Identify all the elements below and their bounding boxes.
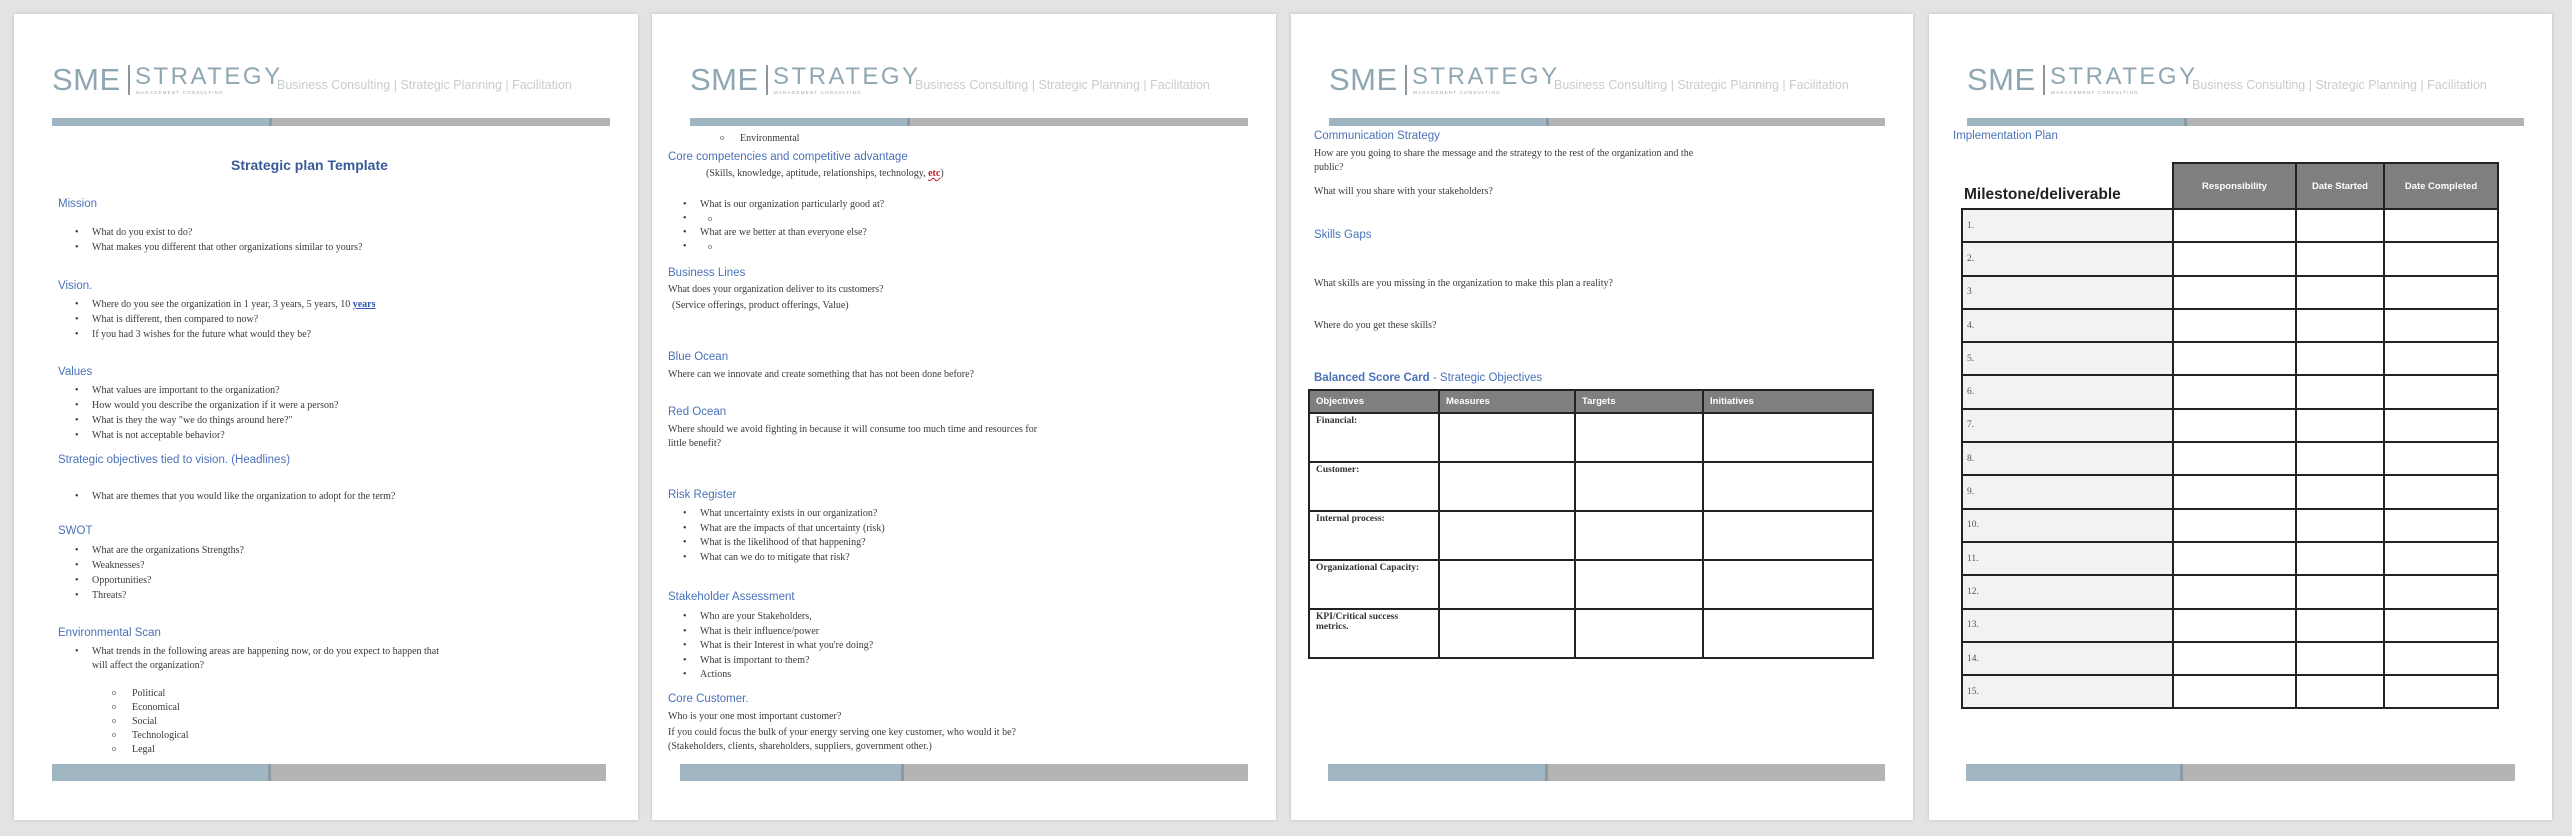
balanced-scorecard-table	[1308, 389, 1874, 659]
document-title: Strategic plan Template	[231, 157, 388, 173]
table-cell[interactable]	[2384, 642, 2498, 675]
table-cell[interactable]	[1575, 511, 1703, 560]
list-item-text: What trends in the following areas are happening now, or do you expect to happen that	[92, 646, 440, 657]
heading-risk-register: Risk Register	[668, 489, 737, 501]
table-row	[1962, 642, 2498, 675]
table-row	[1962, 575, 2498, 608]
table-row	[1309, 413, 1873, 462]
column-header: Measures	[1439, 390, 1575, 413]
logo-divider	[128, 65, 130, 95]
heading-core-competencies: Core competencies and competitive advantage	[668, 151, 908, 163]
table-row	[1962, 375, 2498, 408]
page-header	[1967, 62, 2524, 112]
list-item: • Actions	[680, 668, 873, 683]
milestone-cell[interactable]: 7.	[1962, 409, 2173, 442]
communication-text-2: public?	[1314, 162, 1344, 173]
list-item: • What is their Interest in what you're doing?	[680, 639, 873, 654]
table-cell[interactable]	[2173, 542, 2296, 575]
table-row	[1962, 442, 2498, 475]
milestone-cell[interactable]: 10.	[1962, 509, 2173, 542]
page-header	[690, 62, 1248, 112]
table-row	[1962, 509, 2498, 542]
core-competencies-list	[680, 198, 884, 254]
table-cell[interactable]	[2296, 475, 2384, 508]
table-cell[interactable]	[2384, 276, 2498, 309]
table-row	[1962, 609, 2498, 642]
business-lines-note: (Service offerings, product offerings, Value)	[672, 300, 849, 311]
table-cell[interactable]	[2384, 542, 2498, 575]
list-item: • What can we do to mitigate that risk?	[680, 551, 885, 566]
header-divider-bar	[1329, 118, 1885, 126]
heading-rest-part: - Strategic Objectives	[1429, 372, 1543, 384]
bar-accent	[1966, 764, 2183, 781]
list-item: • What is not acceptable behavior?	[72, 428, 338, 443]
heading-blue-ocean: Blue Ocean	[668, 351, 729, 363]
bar-accent	[52, 764, 271, 781]
milestone-cell[interactable]: 1.	[1962, 209, 2173, 242]
table-cell[interactable]	[1703, 511, 1873, 560]
note-text: (Skills, knowledge, aptitude, relationships, technology,	[706, 168, 929, 179]
list-item: • What is our organization particularly good at?	[680, 198, 884, 212]
heading-core-customer: Core Customer.	[668, 693, 749, 705]
milestone-cell[interactable]: 8.	[1962, 442, 2173, 475]
table-row	[1309, 609, 1873, 658]
header-tagline: Business Consulting | Strategic Planning | Facilitation	[277, 78, 572, 92]
blue-ocean-text: Where can we innovate and create something that has not been done before?	[668, 369, 974, 380]
mission-list	[72, 225, 362, 255]
document-page-4	[1929, 14, 2552, 820]
footer-bar	[680, 764, 1248, 781]
list-item: • If you had 3 wishes for the future what would they be?	[72, 327, 376, 342]
heading-environmental-scan: Environmental Scan	[58, 627, 161, 639]
core-customer-text-1: Who is your one most important customer?	[668, 711, 842, 722]
milestone-cell[interactable]: 3	[1962, 276, 2173, 309]
list-item: • What are the impacts of that uncertainty (risk)	[680, 522, 885, 537]
list-item: • What is different, then compared to now?	[72, 312, 376, 327]
logo-divider	[766, 65, 768, 95]
table-cell[interactable]	[1703, 560, 1873, 609]
core-competencies-note	[706, 167, 944, 181]
logo-strategy: STRATEGY	[2050, 63, 2198, 90]
header-divider-bar	[690, 118, 1248, 126]
communication-text-3: What will you share with your stakeholders?	[1314, 186, 1493, 197]
table-cell[interactable]	[2384, 609, 2498, 642]
logo-subtitle: MANAGEMENT CONSULTING	[136, 90, 224, 95]
list-item: • Threats?	[72, 588, 244, 603]
spellcheck-flag: etc	[928, 168, 941, 179]
red-ocean-text-2: little benefit?	[668, 438, 722, 449]
table-cell[interactable]	[1575, 560, 1703, 609]
header-tagline: Business Consulting | Strategic Planning | Facilitation	[915, 78, 1210, 92]
list-item: • What makes you different that other organizations similar to yours?	[72, 240, 362, 255]
bar-accent	[1967, 118, 2187, 126]
sub-list-item: o Economical	[112, 701, 189, 715]
table-cell[interactable]	[2384, 509, 2498, 542]
list-item: • What are we better at than everyone else?	[680, 226, 884, 240]
environmental-scan-list	[72, 645, 439, 673]
business-lines-text: What does your organization deliver to its customers?	[668, 284, 884, 295]
note-text: )	[940, 168, 944, 179]
list-item-text: will affect the organization?	[92, 660, 205, 671]
table-header-row	[1962, 163, 2498, 209]
header-tagline: Business Consulting | Strategic Planning | Facilitation	[1554, 78, 1849, 92]
table-cell[interactable]	[2173, 242, 2296, 275]
table-cell[interactable]	[2173, 209, 2296, 242]
table-cell[interactable]	[1439, 560, 1575, 609]
bar-accent	[52, 118, 272, 126]
milestone-cell[interactable]: 2.	[1962, 242, 2173, 275]
table-row	[1962, 409, 2498, 442]
table-row	[1309, 511, 1873, 560]
heading-red-ocean: Red Ocean	[668, 406, 727, 418]
swot-list	[72, 543, 244, 603]
vision-list	[72, 297, 376, 342]
row-label: Organizational Capacity:	[1309, 560, 1439, 609]
table-cell[interactable]	[2384, 242, 2498, 275]
table-cell[interactable]	[2296, 442, 2384, 475]
list-item-text: Where do you see the organization in 1 year, 3 years, 5 years, 10	[92, 299, 353, 310]
red-ocean-text-1: Where should we avoid fighting in because it will consume too much time and resources for	[668, 424, 1038, 435]
table-header-row	[1309, 390, 1873, 413]
page-header	[1329, 62, 1885, 112]
logo-sme: SME	[52, 62, 121, 97]
table-cell[interactable]	[2296, 342, 2384, 375]
table-cell[interactable]	[2173, 575, 2296, 608]
table-cell[interactable]	[2173, 409, 2296, 442]
column-header: Initiatives	[1703, 390, 1873, 413]
table-row	[1309, 560, 1873, 609]
heading-swot: SWOT	[58, 525, 93, 537]
strategic-objectives-list	[72, 489, 395, 504]
table-cell[interactable]	[1439, 511, 1575, 560]
table-cell[interactable]	[2296, 242, 2384, 275]
table-cell[interactable]	[2173, 309, 2296, 342]
list-item: • What values are important to the organization?	[72, 383, 338, 398]
heading-vision: Vision.	[58, 280, 93, 292]
table-row	[1962, 342, 2498, 375]
table-cell[interactable]	[1575, 413, 1703, 462]
table-cell[interactable]	[2173, 342, 2296, 375]
table-cell[interactable]	[2384, 442, 2498, 475]
milestone-cell[interactable]: 12.	[1962, 575, 2173, 608]
table-cell[interactable]	[2173, 475, 2296, 508]
list-item: • What do you exist to do?	[72, 225, 362, 240]
table-cell[interactable]	[2296, 509, 2384, 542]
row-label: Internal process:	[1309, 511, 1439, 560]
table-cell[interactable]	[2384, 475, 2498, 508]
heading-strategic-objectives: Strategic objectives tied to vision. (Headlines)	[58, 454, 291, 466]
column-header: Targets	[1575, 390, 1703, 413]
bar-accent	[1328, 764, 1548, 781]
heading-bold-part: Balanced Score Card	[1314, 372, 1430, 384]
table-cell[interactable]	[2296, 542, 2384, 575]
sub-list-item: o Legal	[112, 743, 189, 757]
table-cell[interactable]	[1439, 609, 1575, 658]
footer-bar	[1966, 764, 2515, 781]
header-tagline: Business Consulting | Strategic Planning | Facilitation	[2192, 78, 2487, 92]
list-item: • Who are your Stakeholders,	[680, 610, 873, 625]
bar-accent	[680, 764, 904, 781]
logo-divider	[2043, 65, 2045, 95]
page-header	[52, 62, 610, 112]
milestone-cell[interactable]: 13.	[1962, 609, 2173, 642]
years-link[interactable]: years	[352, 299, 376, 310]
list-item: • What are the organizations Strengths?	[72, 543, 244, 558]
list-item: • Weaknesses?	[72, 558, 244, 573]
milestone-cell[interactable]: 15.	[1962, 675, 2173, 708]
table-cell[interactable]	[2173, 609, 2296, 642]
column-header: Date Completed	[2384, 163, 2498, 209]
table-cell[interactable]	[2173, 442, 2296, 475]
logo-sme: SME	[1329, 62, 1398, 97]
table-cell[interactable]	[1439, 413, 1575, 462]
table-cell[interactable]	[2384, 409, 2498, 442]
heading-mission: Mission	[58, 198, 97, 210]
table-cell[interactable]	[2173, 375, 2296, 408]
list-item	[72, 645, 439, 673]
table-cell[interactable]	[2296, 309, 2384, 342]
list-item: • What is their influence/power	[680, 625, 873, 640]
values-list	[72, 383, 338, 443]
list-item: • Opportunities?	[72, 573, 244, 588]
logo-subtitle: MANAGEMENT CONSULTING	[2051, 90, 2139, 95]
empty-sub-item: • o	[680, 240, 884, 254]
document-page-1	[14, 14, 638, 820]
bar-accent	[690, 118, 910, 126]
heading-skills-gaps: Skills Gaps	[1314, 229, 1372, 241]
table-cell[interactable]	[2296, 375, 2384, 408]
core-customer-text-3: (Stakeholders, clients, shareholders, suppliers, government other.)	[668, 741, 932, 752]
row-label: KPI/Critical success metrics.	[1309, 609, 1439, 658]
carry-over-sublist	[720, 132, 799, 146]
table-cell[interactable]	[1703, 413, 1873, 462]
table-cell[interactable]	[1575, 609, 1703, 658]
table-cell[interactable]	[2173, 675, 2296, 708]
list-item	[72, 297, 376, 312]
bar-accent	[1329, 118, 1549, 126]
table-row	[1962, 309, 2498, 342]
heading-values: Values	[58, 366, 93, 378]
sub-list-item: o Environmental	[720, 132, 799, 146]
sub-list-item: o Political	[112, 687, 189, 701]
footer-bar	[1328, 764, 1885, 781]
table-cell[interactable]	[2296, 209, 2384, 242]
table-cell[interactable]	[1703, 462, 1873, 511]
table-cell[interactable]	[2173, 276, 2296, 309]
list-item: • What is they the way "we do things around here?"	[72, 413, 338, 428]
table-cell[interactable]	[2173, 642, 2296, 675]
list-item: • How would you describe the organization if it were a person?	[72, 398, 338, 413]
logo-subtitle: MANAGEMENT CONSULTING	[774, 90, 862, 95]
list-item: • What uncertainty exists in our organization?	[680, 507, 885, 522]
footer-bar	[52, 764, 606, 781]
milestone-cell[interactable]: 4.	[1962, 309, 2173, 342]
table-cell[interactable]	[2296, 575, 2384, 608]
table-row	[1962, 675, 2498, 708]
milestone-cell[interactable]: 11.	[1962, 542, 2173, 575]
list-item: • What is the likelihood of that happening?	[680, 536, 885, 551]
table-cell[interactable]	[1575, 462, 1703, 511]
milestone-cell[interactable]: 5.	[1962, 342, 2173, 375]
empty-sub-item: • o	[680, 212, 884, 226]
milestone-cell[interactable]: 6.	[1962, 375, 2173, 408]
column-header: Date Started	[2296, 163, 2384, 209]
table-cell[interactable]	[2384, 209, 2498, 242]
table-cell[interactable]	[2296, 609, 2384, 642]
table-cell[interactable]	[2384, 575, 2498, 608]
table-row	[1962, 542, 2498, 575]
table-cell[interactable]	[1439, 462, 1575, 511]
table-cell[interactable]	[2296, 642, 2384, 675]
table-row	[1962, 276, 2498, 309]
list-item: • What are themes that you would like the organization to adopt for the term?	[72, 489, 395, 504]
table-row	[1962, 475, 2498, 508]
logo-sme: SME	[1967, 62, 2036, 97]
milestone-column-header: Milestone/deliverable	[1962, 163, 2173, 209]
risk-register-list	[680, 507, 885, 565]
table-row	[1962, 242, 2498, 275]
heading-implementation-plan: Implementation Plan	[1953, 130, 2058, 142]
sub-list-item: o Technological	[112, 729, 189, 743]
column-header: Objectives	[1309, 390, 1439, 413]
table-cell[interactable]	[2384, 375, 2498, 408]
table-cell[interactable]	[2296, 675, 2384, 708]
communication-text-1: How are you going to share the message and the strategy to the rest of the organization and the	[1314, 148, 1694, 159]
list-item: • What is important to them?	[680, 654, 873, 669]
logo-strategy: STRATEGY	[135, 63, 283, 90]
environmental-scan-sublist	[112, 687, 189, 757]
table-row	[1309, 462, 1873, 511]
table-cell[interactable]	[2173, 509, 2296, 542]
table-cell[interactable]	[2296, 409, 2384, 442]
stakeholder-list	[680, 610, 873, 683]
skills-gaps-text-1: What skills are you missing in the organization to make this plan a reality?	[1314, 278, 1613, 289]
milestone-cell[interactable]: 9.	[1962, 475, 2173, 508]
table-cell[interactable]	[1703, 609, 1873, 658]
table-cell[interactable]	[2384, 309, 2498, 342]
table-row	[1962, 209, 2498, 242]
row-label: Customer:	[1309, 462, 1439, 511]
header-divider-bar	[52, 118, 610, 126]
table-cell[interactable]	[2296, 276, 2384, 309]
skills-gaps-text-2: Where do you get these skills?	[1314, 320, 1437, 331]
logo-strategy: STRATEGY	[1412, 63, 1560, 90]
logo-subtitle: MANAGEMENT CONSULTING	[1413, 90, 1501, 95]
sub-list-item: o Social	[112, 715, 189, 729]
implementation-plan-table	[1961, 162, 2499, 709]
heading-balanced-scorecard	[1314, 372, 1542, 384]
heading-business-lines: Business Lines	[668, 267, 746, 279]
table-cell[interactable]	[2384, 675, 2498, 708]
heading-communication-strategy: Communication Strategy	[1314, 130, 1440, 142]
row-label: Financial:	[1309, 413, 1439, 462]
logo-sme: SME	[690, 62, 759, 97]
document-page-2	[652, 14, 1276, 820]
milestone-cell[interactable]: 14.	[1962, 642, 2173, 675]
document-page-3	[1291, 14, 1913, 820]
table-cell[interactable]	[2384, 342, 2498, 375]
logo-divider	[1405, 65, 1407, 95]
heading-stakeholder-assessment: Stakeholder Assessment	[668, 591, 795, 603]
logo-strategy: STRATEGY	[773, 63, 921, 90]
column-header: Responsibility	[2173, 163, 2296, 209]
header-divider-bar	[1967, 118, 2524, 126]
core-customer-text-2: If you could focus the bulk of your energy serving one key customer, who would it be?	[668, 727, 1016, 738]
